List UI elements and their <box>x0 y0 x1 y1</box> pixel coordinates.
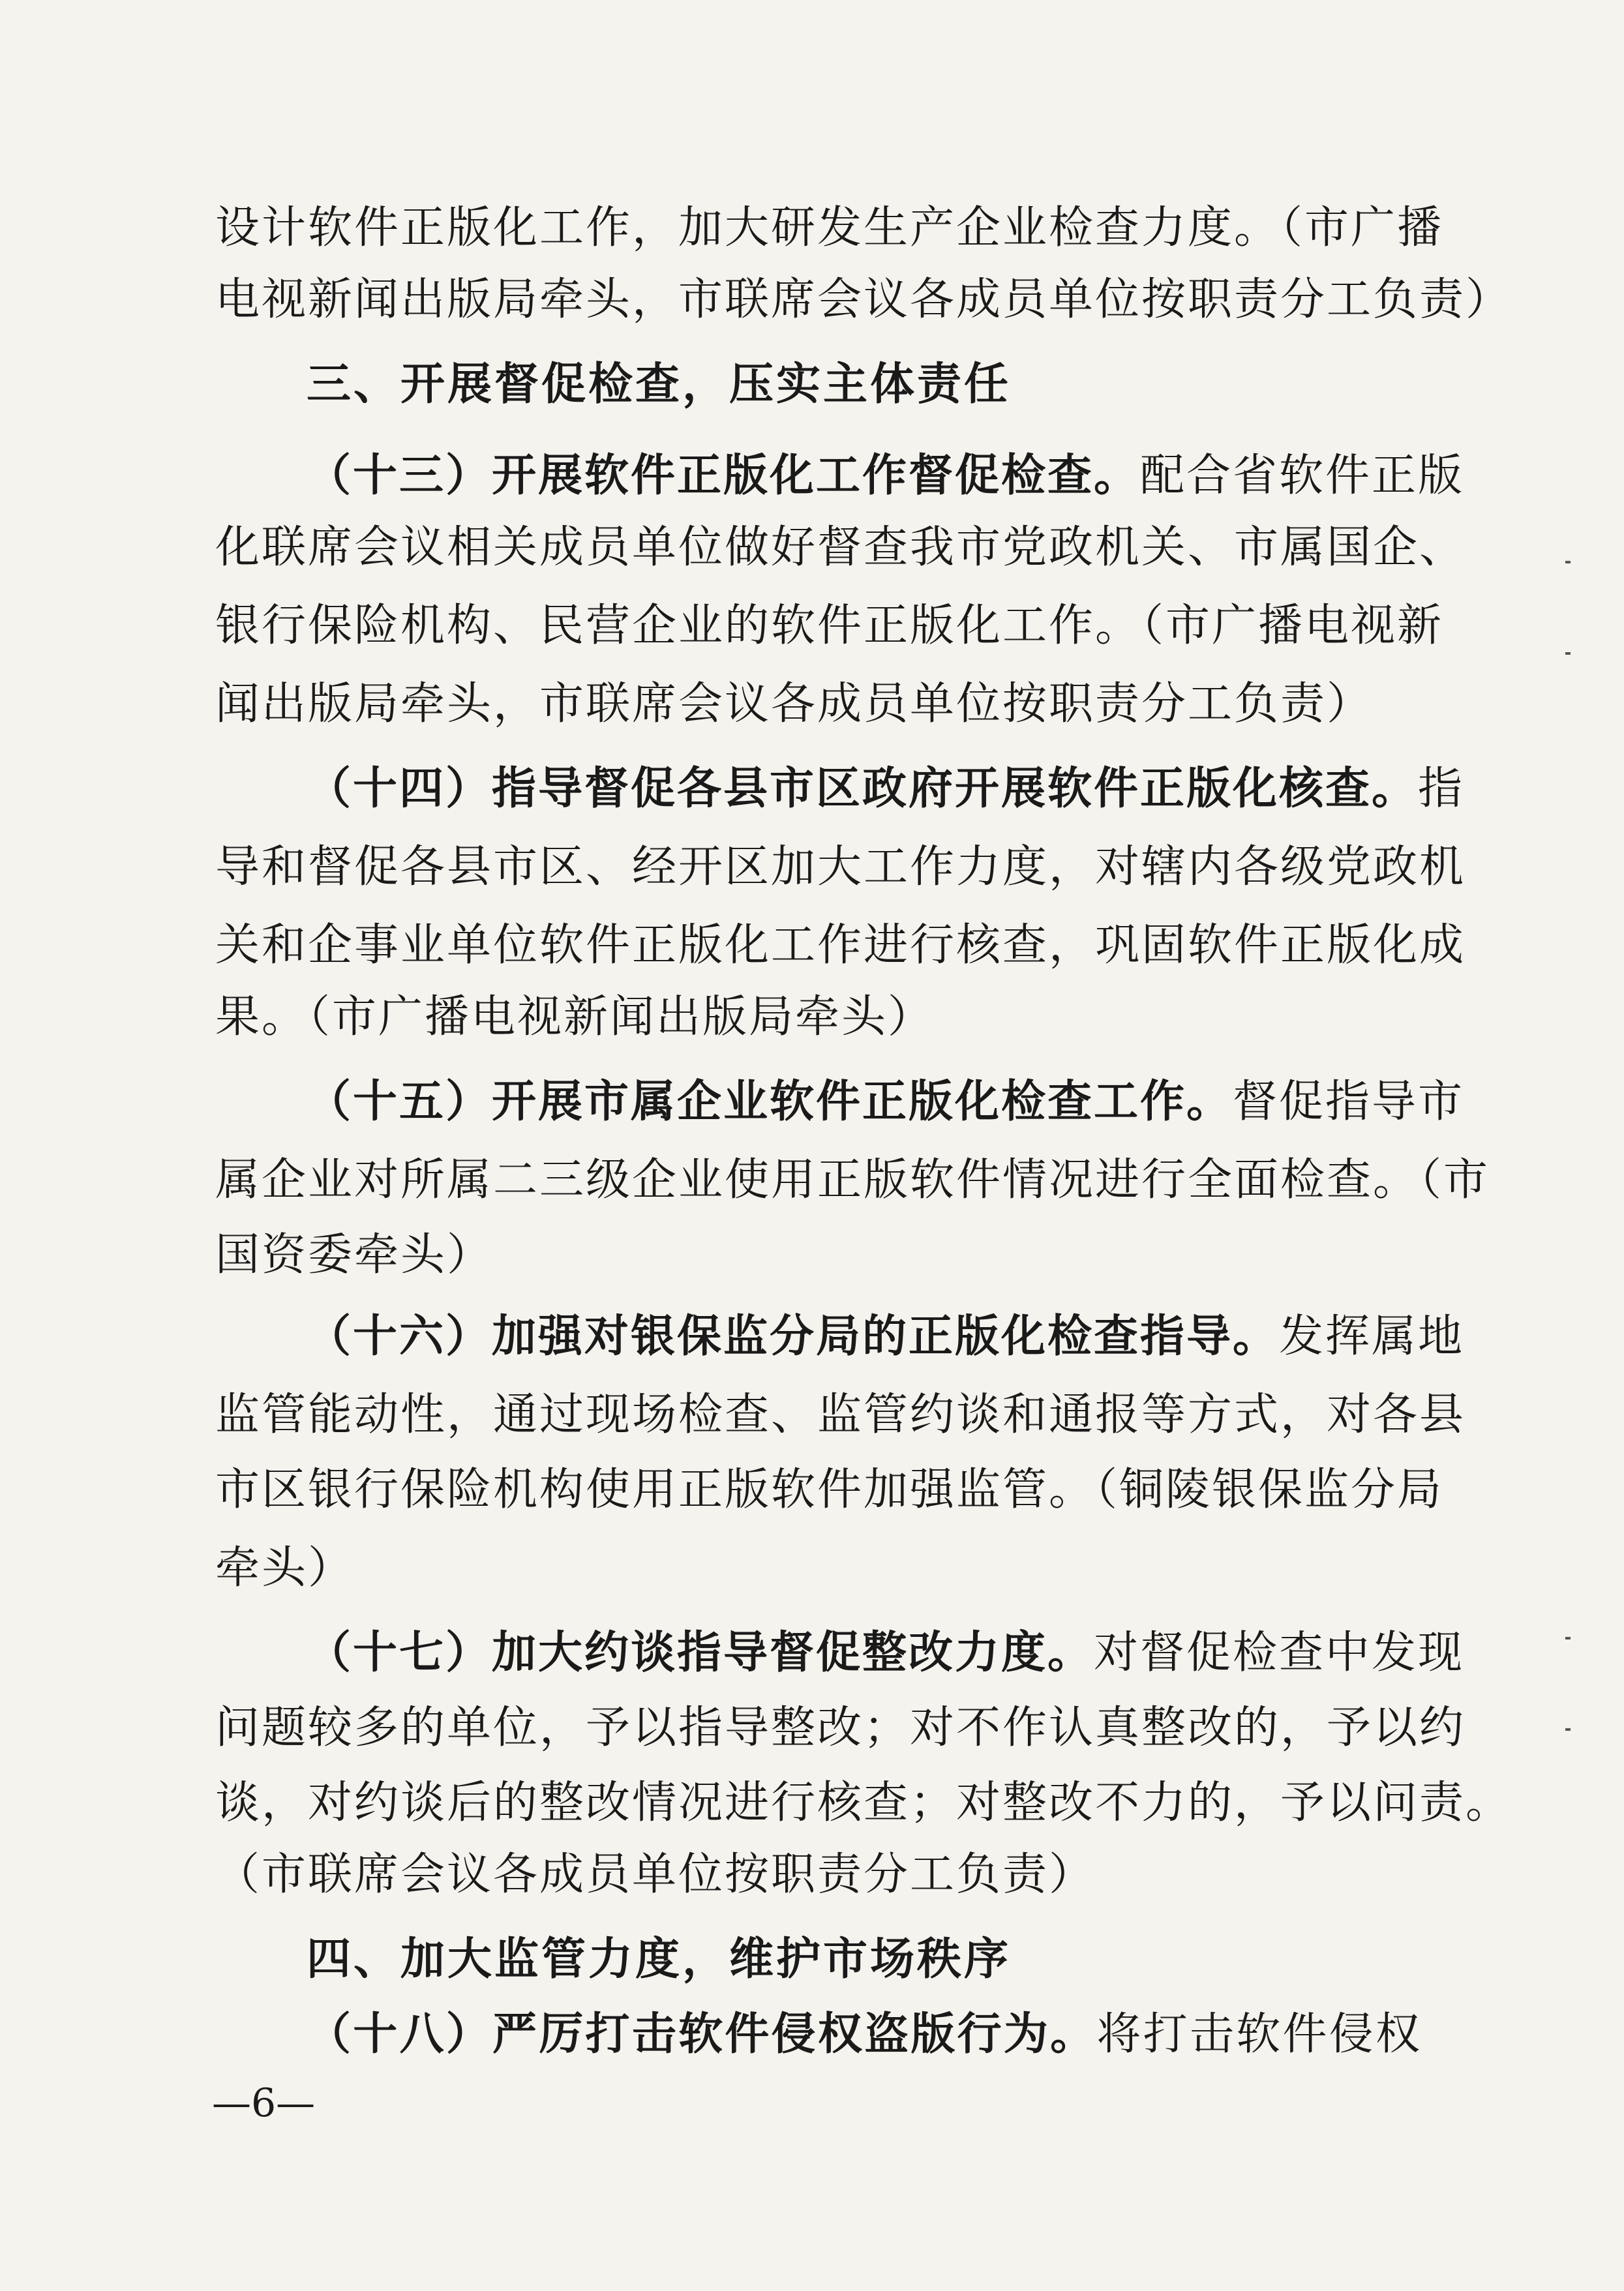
body-line: 化联席会议相关成员单位做好督查我市党政机关、市属国企、 <box>215 522 1466 573</box>
body-line: 问题较多的单位，予以指导整改；对不作认真整改的，予以约 <box>215 1702 1466 1754</box>
paragraph-first-line: （十三）开展软件正版化工作督促检查。配合省软件正版 <box>307 450 1465 502</box>
scan-speck <box>1565 1637 1571 1640</box>
body-line: （市联席会议各成员单位按职责分工负责） <box>215 1849 1096 1900</box>
body-line: 国资委牵头） <box>215 1229 494 1281</box>
section-heading: 四、加大监管力度，维护市场秩序 <box>307 1934 1012 1985</box>
body-line: 监管能动性，通过现场检查、监管约谈和通报等方式，对各县 <box>215 1389 1466 1441</box>
section-heading: 三、开展督促检查，压实主体责任 <box>307 359 1012 410</box>
paragraph-first-line: （十五）开展市属企业软件正版化检查工作。督促指导市 <box>307 1076 1465 1128</box>
paragraph-first-line: （十八）严厉打击软件侵权盗版行为。将打击软件侵权 <box>307 2009 1422 2060</box>
scan-speck <box>1565 561 1571 563</box>
body-line: 电视新闻出版局牵头，市联席会议各成员单位按职责分工负责） <box>215 274 1512 325</box>
body-line: 银行保险机构、民营企业的软件正版化工作。（市广播电视新 <box>215 600 1444 651</box>
item-title: （十三）开展软件正版化工作督促检查。 <box>307 450 1141 502</box>
body-line: 导和督促各县市区、经开区加大工作力度，对辖内各级党政机 <box>215 841 1466 893</box>
item-title: （十四）指导督促各县市区政府开展软件正版化核查。 <box>307 763 1419 815</box>
paragraph-first-line: （十七）加大约谈指导督促整改力度。对督促检查中发现 <box>307 1627 1465 1679</box>
item-title: （十五）开展市属企业软件正版化检查工作。 <box>307 1076 1233 1128</box>
body-line: 属企业对所属二三级企业使用正版软件情况进行全面检查。（市 <box>215 1154 1490 1206</box>
page-number: —6— <box>212 2080 316 2126</box>
item-title: （十八）严厉打击软件侵权盗版行为。 <box>307 2009 1097 2060</box>
scan-speck <box>1565 652 1571 655</box>
item-title: （十七）加大约谈指导督促整改力度。 <box>307 1627 1094 1679</box>
body-line: 市区银行保险机构使用正版软件加强监管。（铜陵银保监分局 <box>215 1464 1444 1516</box>
body-line: 闻出版局牵头，市联席会议各成员单位按职责分工负责） <box>215 678 1374 730</box>
scan-speck <box>1565 1728 1571 1731</box>
paragraph-first-line: （十六）加强对银保监分局的正版化检查指导。发挥属地 <box>307 1311 1465 1362</box>
paragraph-first-line: （十四）指导督促各县市区政府开展软件正版化核查。指 <box>307 763 1465 815</box>
body-line: 关和企事业单位软件正版化工作进行核查，巩固软件正版化成 <box>215 920 1466 971</box>
item-title: （十六）加强对银保监分局的正版化检查指导。 <box>307 1311 1280 1362</box>
body-line: 牵头） <box>215 1542 355 1594</box>
body-line: 谈，对约谈后的整改情况进行核查；对整改不力的，予以问责。 <box>215 1777 1512 1829</box>
body-line: 果。（市广播电视新闻出版局牵头） <box>215 991 935 1043</box>
body-line: 设计软件正版化工作，加大研发生产企业检查力度。（市广播 <box>215 202 1444 254</box>
